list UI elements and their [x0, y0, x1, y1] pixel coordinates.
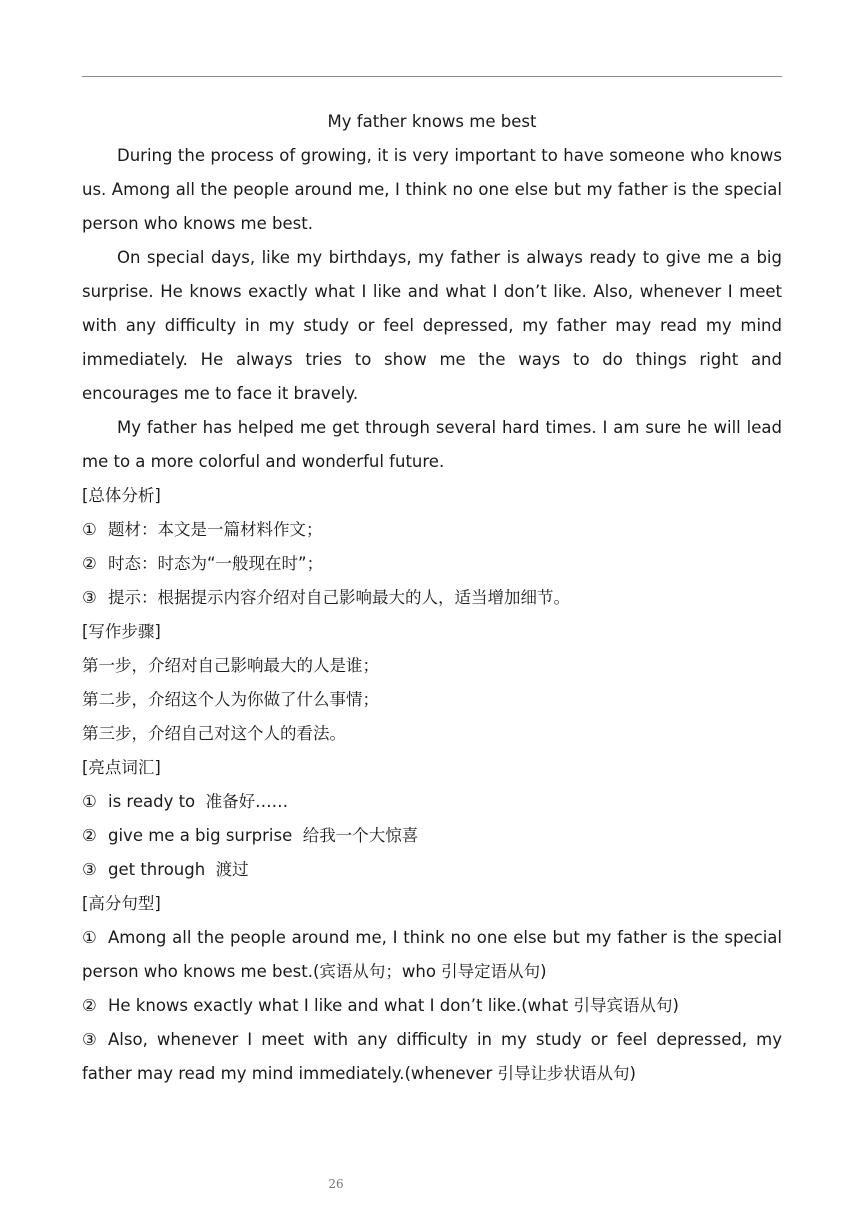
sentence-item — [82, 1023, 782, 1091]
analysis-item — [82, 547, 782, 581]
item-text: is ready to 准备好…… — [108, 792, 289, 811]
analysis-item — [82, 581, 782, 615]
item-text: 题材：本文是一篇材料作文； — [108, 520, 323, 539]
item-number: ③ — [82, 1030, 97, 1049]
essay-paragraph: On special days, like my birthdays, my father is always ready to give me a big surprise. He knows exactly what I like and what I don’t like. Also, whenever I meet with any difficulty in my study or feel depressed, my father may read my mind immediately. He always tries to show me the ways to do things right and encourages me to face it bravely. — [82, 248, 782, 403]
vocab-item — [82, 853, 782, 887]
item-number: ③ — [82, 860, 97, 879]
analysis-item — [82, 513, 782, 547]
item-number: ① — [82, 520, 97, 539]
item-number: ② — [82, 996, 97, 1015]
item-number: ③ — [82, 588, 97, 607]
step-item: 第一步，介绍对自己影响最大的人是谁； — [82, 656, 379, 675]
page-content — [82, 105, 782, 1091]
vocab-item — [82, 819, 782, 853]
item-text: give me a big surprise 给我一个大惊喜 — [108, 826, 419, 845]
item-text: 提示：根据提示内容介绍对自己影响最大的人，适当增加细节。 — [108, 588, 570, 607]
analysis-heading: [总体分析] — [82, 486, 161, 505]
item-text: 时态：时态为“一般现在时”； — [108, 554, 324, 573]
header-rule — [82, 76, 782, 77]
essay-paragraph: During the process of growing, it is very important to have someone who knows us. Among all the people around me, I think no one else but my father is the special person who knows me best. — [82, 146, 782, 233]
item-number: ① — [82, 792, 97, 811]
sentence-item — [82, 989, 782, 1023]
steps-heading: [写作步骤] — [82, 622, 161, 641]
sentence-item — [82, 921, 782, 989]
item-number: ② — [82, 554, 97, 573]
item-number: ② — [82, 826, 97, 845]
item-text: He knows exactly what I like and what I don’t like.(what 引导宾语从句) — [108, 996, 679, 1015]
step-item: 第三步，介绍自己对这个人的看法。 — [82, 724, 346, 743]
item-text: Also, whenever I meet with any difficulty in my study or feel depressed, my father may read my mind immediately.(whenever 引导让步状语从句) — [82, 1030, 782, 1083]
step-item: 第二步，介绍这个人为你做了什么事情； — [82, 690, 379, 709]
page-number: 26 — [328, 1177, 344, 1191]
sentences-heading: [高分句型] — [82, 894, 161, 913]
essay-title: My father knows me best — [327, 112, 537, 131]
item-text: get through 渡过 — [108, 860, 249, 879]
vocab-heading: [亮点词汇] — [82, 758, 161, 777]
item-number: ① — [82, 928, 97, 947]
essay-paragraph: My father has helped me get through several hard times. I am sure he will lead me to a more colorful and wonderful future. — [82, 418, 782, 471]
item-text: Among all the people around me, I think no one else but my father is the special person who knows me best.(宾语从句；who 引导定语从句) — [82, 928, 782, 981]
vocab-item — [82, 785, 782, 819]
